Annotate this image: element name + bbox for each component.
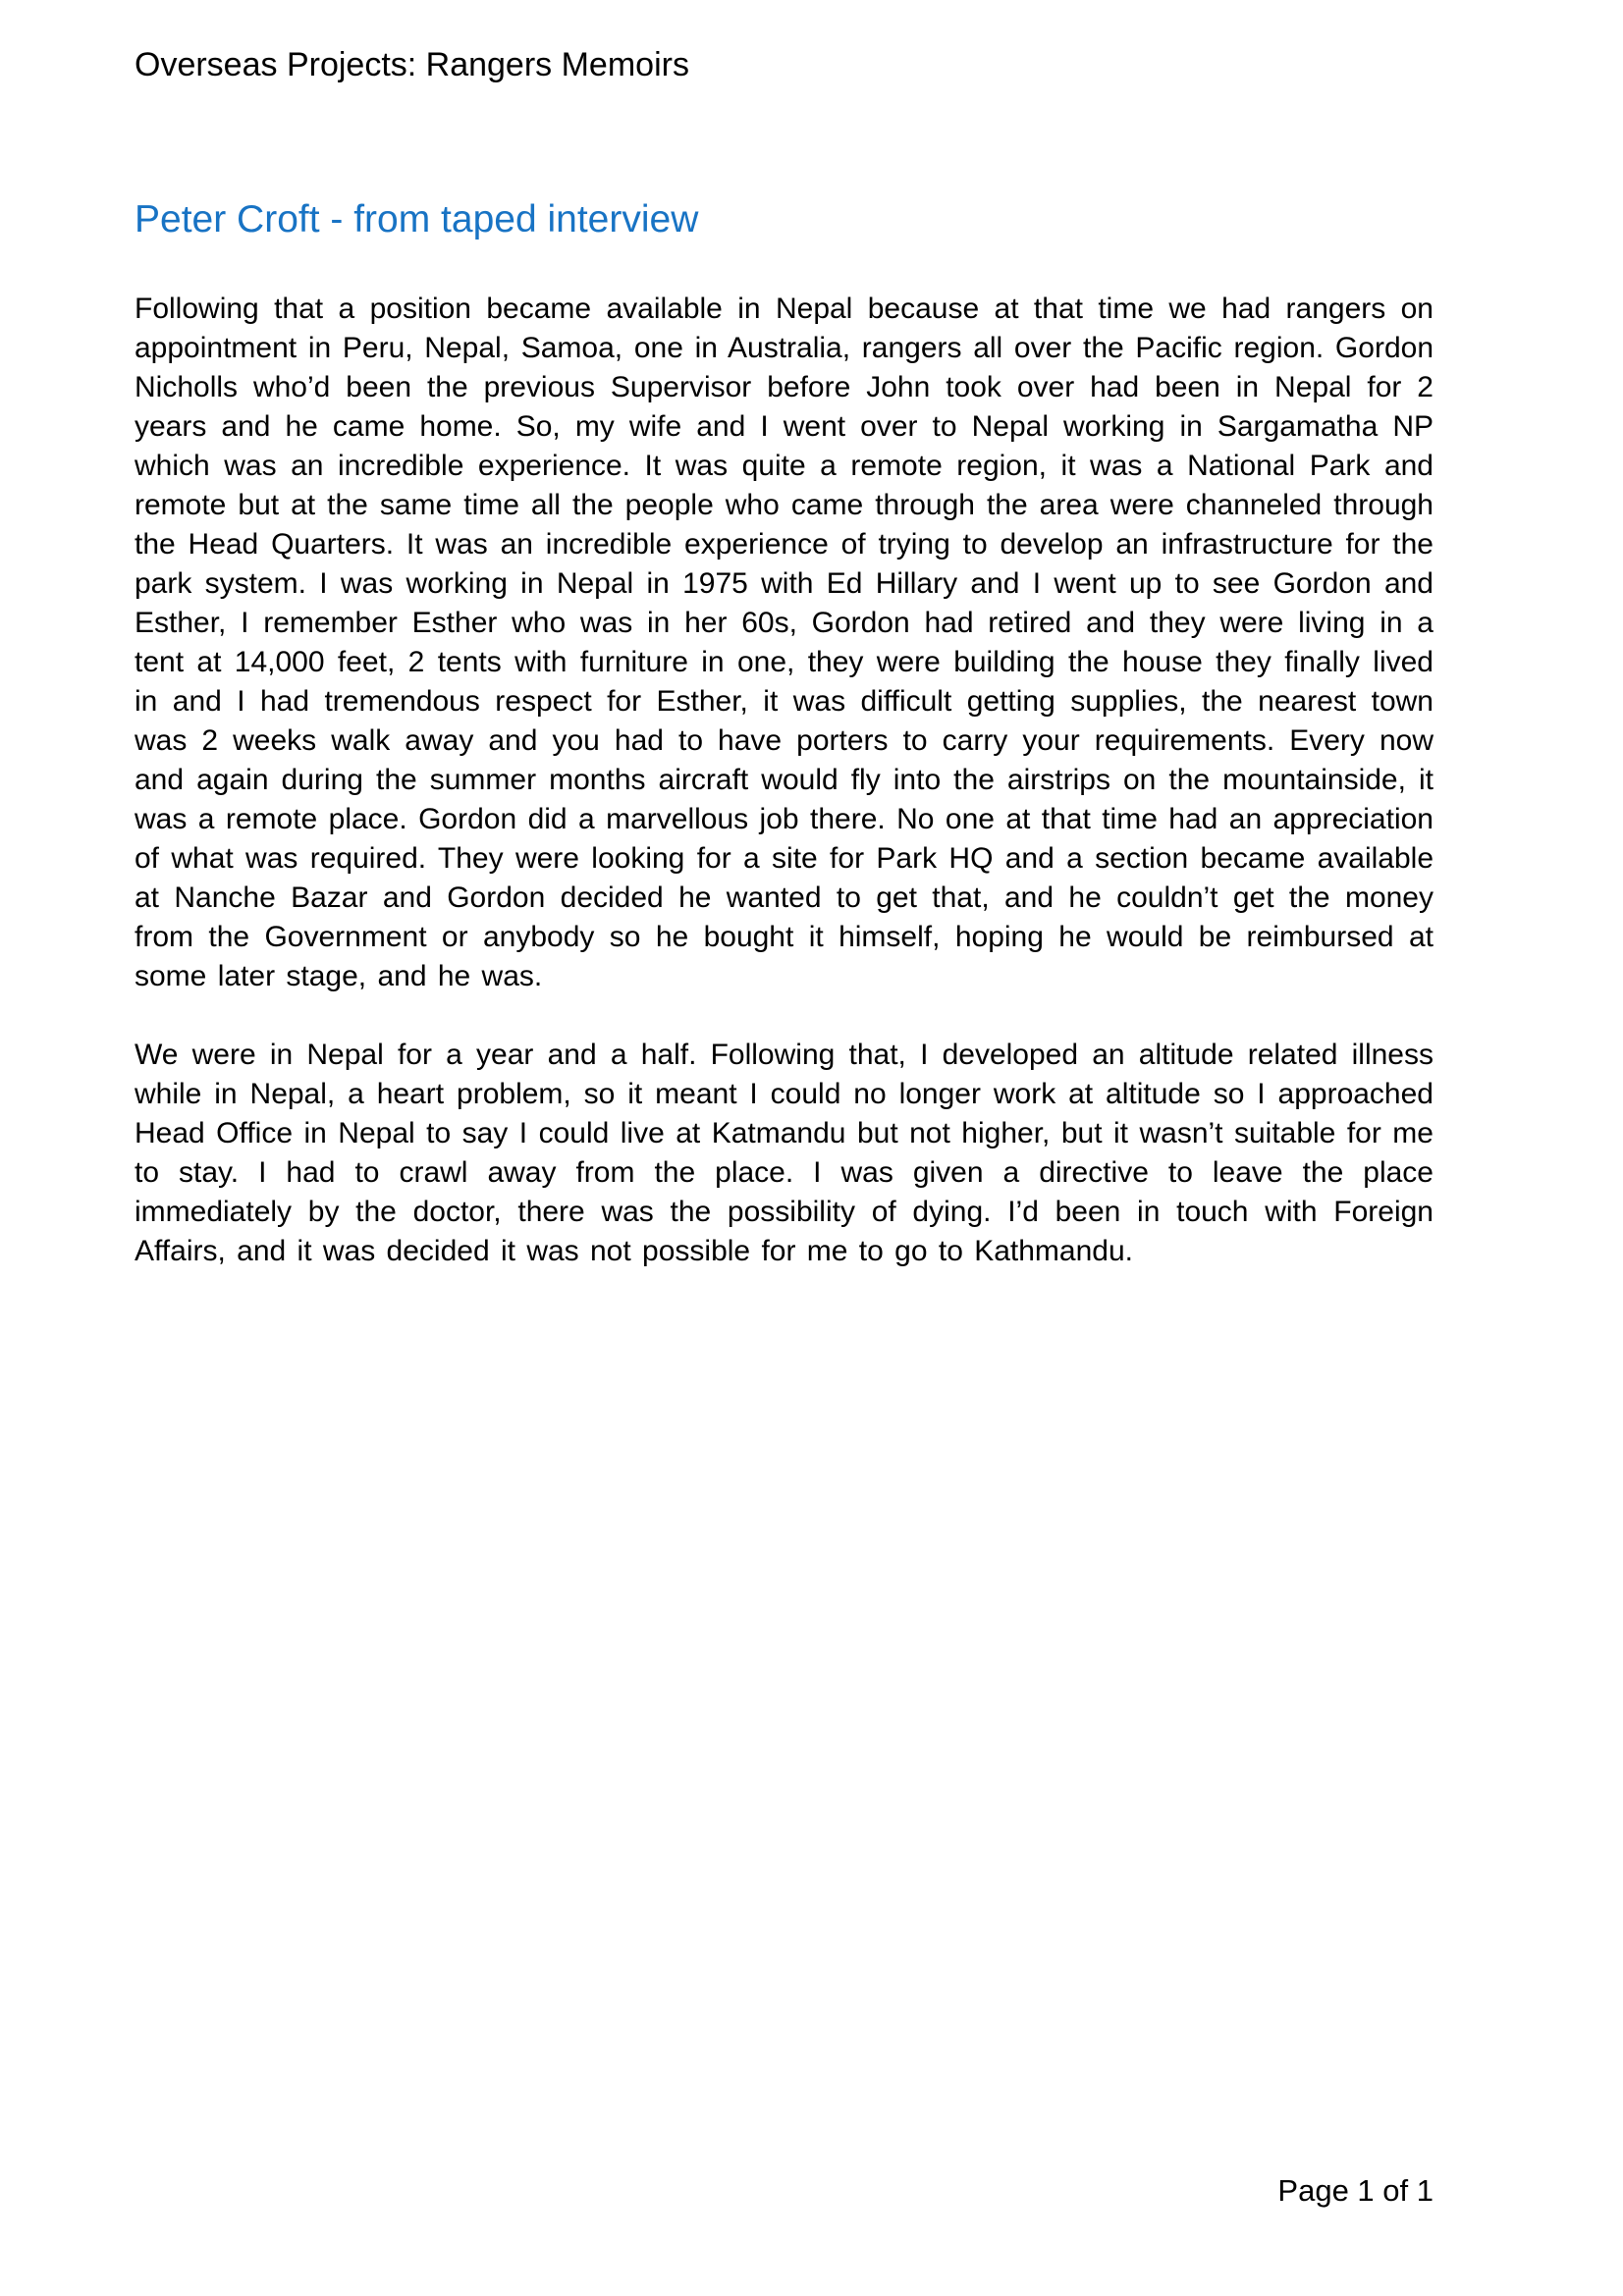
paragraph-2: We were in Nepal for a year and a half. Following that, I developed an altitude related illness while in Nepal, a heart problem, so it meant I could no longer work at altitude so I approached Head Office in Nepal to say I could live at Katmandu but not higher, but it wasn’t suitable for me to stay. I had to crawl away from the place. I was given a directive to leave the place immediately by the doctor, there was the possibility of dying. I’d been in touch with Foreign Affairs, and it was decided it was not possible for me to go to Kathmandu. [135, 1039, 1434, 1267]
page-number: Page 1 of 1 [1277, 2173, 1434, 2208]
paragraph-1: Following that a position became available in Nepal because at that time we had rangers on appointment in Peru, Nepal, Samoa, one in Australia, rangers all over the Pacific region. Gordon Nicholls who’d been the previous Supervisor before John took over had been in Nepal for 2 years and he came home. So, my wife and I went over to Nepal working in Sargamatha NP which was an incredible experience. It was quite a remote region, it was a National Park and remote but at the same time all the people who came through the area were channeled through the Head Quarters. It was an incredible experience of trying to develop an infrastructure for the park system. I was working in Nepal in 1975 with Ed Hillary and I went up to see Gordon and Esther, I remember Esther who was in her 60s, Gordon had retired and they were living in a tent at 14,000 feet, 2 tents with furniture in one, they were building the house they finally lived in and I had tremendous respect for Esther, it was difficult getting supplies, the nearest town was 2 weeks walk away and you had to have porters to carry your requirements. Every now and again during the summer months aircraft would fly into the airstrips on the mountainside, it was a remote place. Gordon did a marvellous job there. No one at that time had an appreciation of what was required. They were looking for a site for Park HQ and a section became available at Nanche Bazar and Gordon decided he wanted to get that, and he couldn’t get the money from the Government or anybody so he bought it himself, hoping he would be reimbursed at some later stage, and he was. [135, 293, 1434, 992]
document-title: Overseas Projects: Rangers Memoirs [135, 46, 689, 83]
document-content [135, 44, 1434, 1310]
section-heading: Peter Croft - from taped interview [135, 198, 699, 240]
body-text [135, 290, 1434, 1271]
